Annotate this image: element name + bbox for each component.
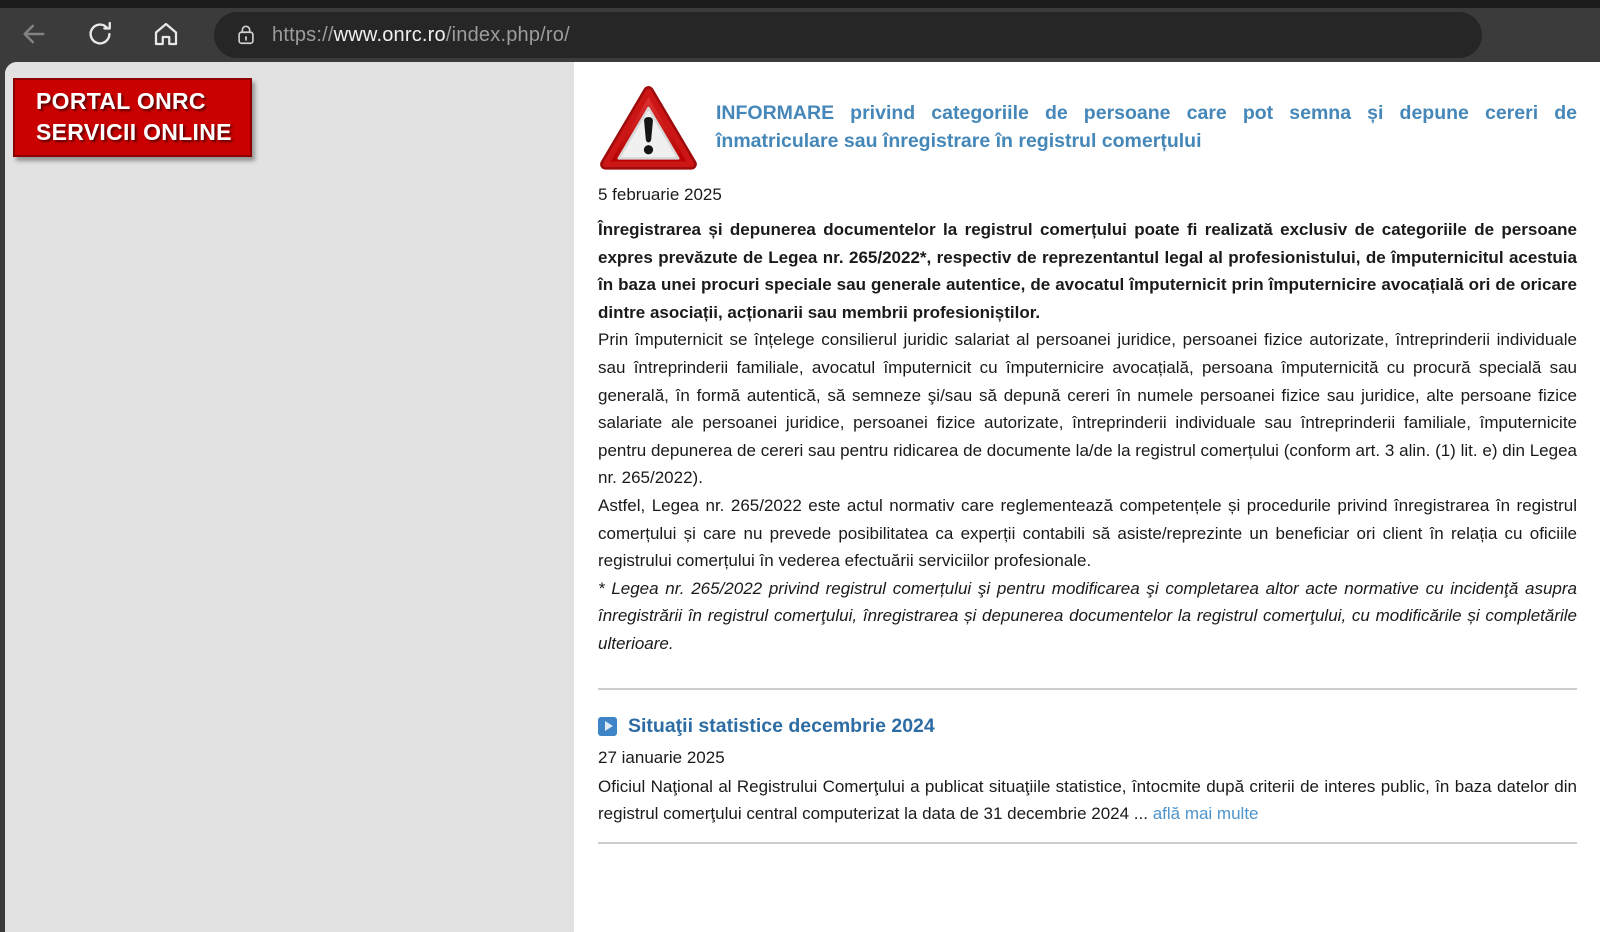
- page-content: [5, 62, 1600, 932]
- article-body: [598, 216, 1577, 658]
- url-domain: www.onrc.ro: [333, 23, 446, 46]
- home-button[interactable]: [144, 13, 188, 57]
- read-more-link[interactable]: află mai multe: [1152, 804, 1259, 824]
- banner-line-1: PORTAL ONRC: [36, 88, 206, 114]
- paragraph-3: Astfel, Legea nr. 265/2022 este actul normativ care reglementează competențele și procedurile privind înregistrarea în registrul comerțului și care nu prevede posibilitatea ca experții contabili să asiste/reprezinte un beneficiar ori client în relația cu oficiile registrului comerțului în vederea efectuării serviciilor profesionale.: [598, 495, 1577, 571]
- news-title-row: [598, 715, 1577, 738]
- main-content: [574, 62, 1600, 932]
- lock-icon: [235, 22, 257, 48]
- address-bar[interactable]: [214, 12, 1482, 58]
- news-date: 27 ianuarie 2025: [598, 747, 725, 767]
- warning-icon: [598, 84, 699, 170]
- back-button[interactable]: [12, 13, 56, 57]
- refresh-icon: [85, 19, 115, 52]
- sidebar: [5, 62, 574, 932]
- paragraph-bold: Înregistrarea și depunerea documentelor la registrul comerțului poate fi realizată exclusiv de categoriile de persoane expres prevăzute de Legea nr. 265/2022*, respectiv de reprezentantul legal al profesionistului, de împuternicitul acestuia în baza unei procuri speciale sau generale autentice, de avocatul împuternicit prin împuternicire avocațială ori de oricare dintre asociații, acționarii sau membrii profesioniștilor.: [598, 220, 1577, 322]
- paragraph-2: Prin împuternicit se înțelege consilierul juridic salariat al persoanei juridice, persoanei fizice autorizate, întreprinderii individuale sau întreprinderii familiale, avocatul împuternicit cu împuternicire avocațială, persoana împuternicită cu procură specială sau generală, în formă autentică, să semneze şi/sau să depună cereri în numele persoanei fizice sau juridice, alte persoane fizice salariate ale persoanei juridice, persoanei fizice autorizate, întreprinderii individuale sau întreprinderii familiale, împuternicite pentru depunerea de cereri sau pentru ridicarea de documente la/de la registrul comerțului (conform art. 3 alin. (1) lit. e) din Legea nr. 265/2022).: [598, 330, 1577, 488]
- url-scheme: https://: [272, 23, 334, 46]
- informare-heading: INFORMARE privind categoriile de persoane care pot semna și depune cereri de înmatriculare sau înregistrare în registrul comerțului: [716, 102, 1577, 152]
- back-icon: [20, 20, 48, 51]
- divider: [598, 688, 1577, 690]
- browser-toolbar: [0, 0, 1600, 62]
- article-date: 5 februarie 2025: [598, 185, 722, 204]
- divider-bottom: [598, 842, 1577, 844]
- portal-onrc-banner[interactable]: [13, 78, 252, 157]
- play-icon: [598, 717, 617, 736]
- news-body: [598, 773, 1577, 828]
- home-icon: [151, 19, 181, 52]
- informare-header: [598, 84, 1577, 170]
- refresh-button[interactable]: [78, 13, 122, 57]
- news-body-text: Oficiul Naţional al Registrului Comerţului a publicat situaţiile statistice, întocmite după criterii de interes public, în baza datelor din registrul comerţului central computerizat la data de 31 decembrie 2024 ...: [598, 776, 1577, 824]
- news-title-link[interactable]: Situaţii statistice decembrie 2024: [628, 714, 935, 737]
- paragraph-footnote: * Legea nr. 265/2022 privind registrul comerțului şi pentru modificarea şi completarea altor acte normative cu incidenţă asupra înregistrării în registrul comerţului, înregistrarea și depunerea documentelor la registrul comerţului, cu modificările și completările ulterioare.: [598, 578, 1577, 653]
- url-path: /index.php/ro/: [445, 23, 570, 46]
- banner-line-2: SERVICII ONLINE: [36, 119, 232, 145]
- url-text: [272, 24, 570, 47]
